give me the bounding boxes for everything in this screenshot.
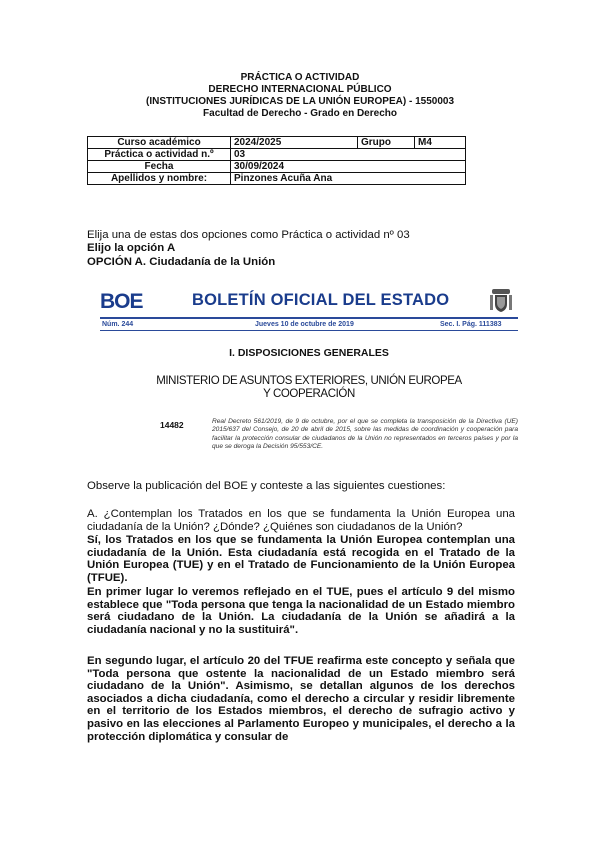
boe-ministry-line2: Y COOPERACIÓN	[263, 388, 355, 400]
boe-section-title: I. DISPOSICIONES GENERALES	[229, 347, 389, 359]
subject-code: (INSTITUCIONES JURÍDICAS DE LA UNIÓN EUROPEA) - 1550003	[145, 96, 455, 107]
doc-title: PRÁCTICA O ACTIVIDAD	[240, 72, 360, 83]
boe-header-rule	[100, 317, 518, 319]
boe-clipping	[100, 287, 518, 467]
fecha-label: Fecha	[88, 161, 231, 173]
chosen-option: Elijo la opción A	[87, 242, 176, 254]
fecha-value: 30/09/2024	[231, 161, 466, 173]
answer-paragraph-2: En primer lugar lo veremos reflejado en el TUE, pues el artículo 9 del mismo establece que "Toda persona que tenga la nacionalidad de un Estado miembro será ciudadano de la Unión. La ciudadanía de la Unión se añadirá a la ciudadanía nacional y no la sustituirá".	[87, 586, 515, 636]
boe-title: BOLETÍN OFICIAL DEL ESTADO	[192, 291, 450, 309]
boe-ministry-line1: MINISTERIO DE ASUNTOS EXTERIORES, UNIÓN EUROPEA	[156, 375, 462, 387]
curso-label: Curso académico	[88, 137, 231, 149]
curso-value: 2024/2025	[231, 137, 358, 149]
practica-label: Práctica o actividad n.º	[88, 149, 231, 161]
answer-paragraph-1: Sí, los Tratados en los que se fundamenta la Unión Europea contemplan una ciudadanía de la Unión. Esta ciudadanía está recogida en el Tratado de la Unión Europea (TUE) y en el Tratado de Funcionamiento de la Unión Europea (TFUE).	[87, 534, 515, 584]
table-row	[88, 161, 466, 173]
boe-issue-date: Jueves 10 de octubre de 2019	[255, 321, 354, 328]
option-title: OPCIÓN A. Ciudadanía de la Unión	[87, 256, 276, 268]
table-row	[88, 137, 466, 149]
instruction-text: Elija una de estas dos opciones como Práctica o actividad nº 03	[87, 229, 410, 241]
table-row	[88, 173, 466, 185]
grupo-value: M4	[415, 137, 466, 149]
boe-ministry	[100, 375, 518, 401]
question-a: A. ¿Contemplan los Tratados en los que se fundamenta la Unión Europea una ciudadanía de la Unión? ¿Dónde? ¿Quiénes son ciudadanos de la Unión?	[87, 508, 515, 533]
subject-name: DERECHO INTERNACIONAL PÚBLICO	[208, 84, 392, 95]
observe-instruction: Observe la publicación del BOE y conteste a las siguientes cuestiones:	[87, 480, 446, 492]
boe-issue-number: Núm. 244	[102, 321, 134, 328]
answer-paragraph-3: En segundo lugar, el artículo 20 del TFUE reafirma este concepto y señala que "Toda persona que ostente la nacionalidad de un Estado miembro será ciudadano de la Unión". Asimismo, se detallan algunos de los derechos asociados a dicha ciudadanía, como el derecho a circular y residir libremente en el territorio de los Estados miembros, el derecho de sufragio activo y pasivo en las elecciones al Parlamento Europeo y municipales, el derecho a la protección diplomática y consular de	[87, 655, 515, 743]
nombre-label: Apellidos y nombre:	[88, 173, 231, 185]
boe-entry-number: 14482	[160, 420, 184, 430]
boe-meta-rule	[100, 330, 518, 331]
table-row	[88, 149, 466, 161]
boe-logo: BOE	[100, 290, 143, 313]
practica-value: 03	[231, 149, 466, 161]
coat-of-arms-icon	[488, 288, 514, 314]
faculty: Facultad de Derecho - Grado en Derecho	[203, 108, 397, 119]
nombre-value: Pinzones Acuña Ana	[231, 173, 466, 185]
info-table	[87, 136, 466, 185]
boe-entry-text: Real Decreto 561/2019, de 9 de octubre, por el que se completa la transposición de la Directiva (UE) 2015/637 del Consejo, de 20 de abril de 2015, sobre las medidas de coordinación y cooperación para facilitar la protección consular de ciudadanos de la Unión no representados en terceros países y por la que se deroga la Decisión 95/553/CE.	[212, 418, 518, 450]
boe-section-page: Sec. I. Pág. 111383	[440, 321, 502, 328]
grupo-label: Grupo	[358, 137, 415, 149]
